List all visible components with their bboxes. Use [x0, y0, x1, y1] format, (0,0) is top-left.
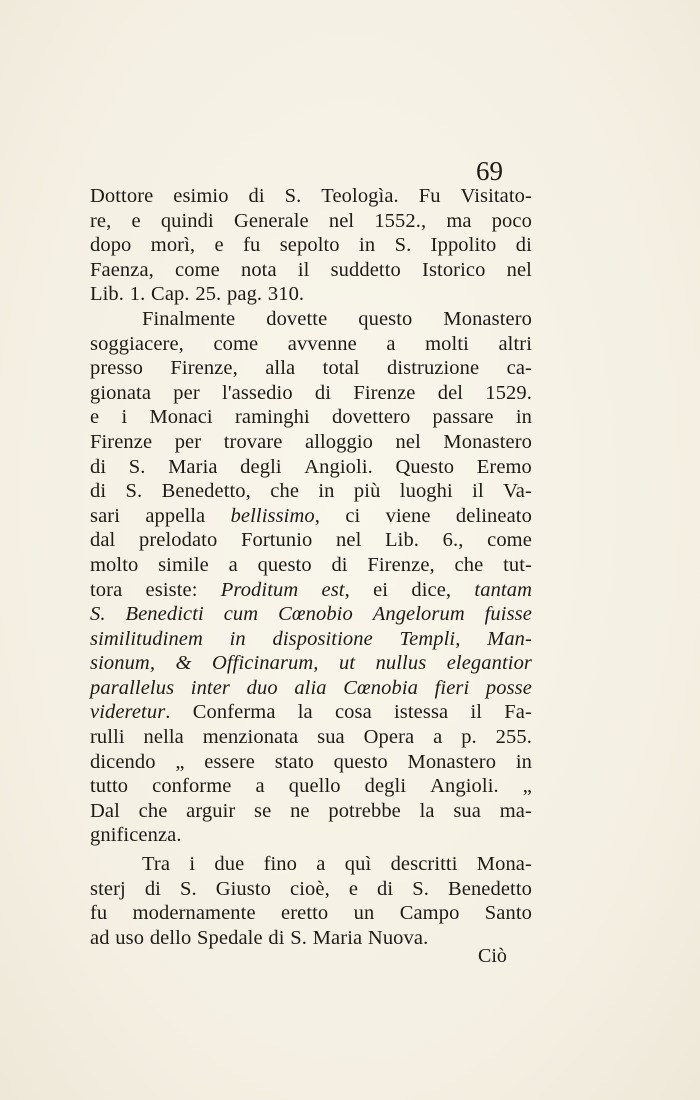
word: Firenze, [367, 553, 435, 576]
word: questo [257, 553, 312, 576]
text-line [90, 430, 532, 455]
word: soggiacere, [90, 332, 184, 355]
word: menzionata [202, 726, 299, 749]
word: Benedetto [447, 877, 532, 900]
italic-word: Benedicti [125, 603, 204, 626]
word: 310. [267, 283, 305, 306]
text-line [90, 233, 532, 258]
word: sua [453, 799, 481, 822]
word: tutto [90, 775, 129, 798]
word: Angioli. [304, 455, 373, 478]
catchword: Ciò [478, 945, 507, 967]
word: Nuova. [367, 926, 429, 949]
word: morì, [150, 234, 196, 257]
word: conforme [152, 775, 232, 798]
word: Firenze, [170, 357, 238, 380]
italic-word: cum [223, 603, 259, 626]
word: per [174, 430, 202, 453]
word: Monastero [443, 430, 532, 453]
word: che [138, 799, 168, 822]
italic-word: Officinarum, [211, 652, 319, 675]
word: S. [394, 234, 412, 257]
word: sterj [90, 877, 126, 900]
word: prelodato [139, 529, 218, 552]
word: che [454, 553, 484, 576]
word: e [131, 209, 141, 232]
italic-word: fieri [434, 676, 470, 699]
word: altri [498, 332, 532, 355]
text-line [90, 852, 532, 877]
word: ci [345, 504, 361, 527]
word: uso [115, 926, 145, 949]
word: modernamente [132, 902, 256, 925]
word: „ [175, 750, 185, 773]
word: gionata [90, 381, 152, 404]
word: cioè, [290, 877, 330, 900]
word: Istorico [422, 258, 486, 281]
word: nella [143, 726, 184, 749]
word: nota [240, 258, 277, 281]
word: nel [336, 529, 362, 552]
italic-word: & [175, 652, 192, 675]
word: eretto [281, 902, 329, 925]
word: i [189, 853, 196, 876]
text-line [90, 479, 532, 504]
word: Maria [312, 926, 363, 949]
italic-word: in [229, 627, 246, 650]
word: Firenze [90, 430, 153, 453]
word: due [214, 853, 245, 876]
word: dovettero [331, 406, 411, 429]
word: Finalmente [142, 307, 236, 330]
word: S. [290, 926, 307, 949]
text-line [90, 455, 532, 480]
word: 1552., [374, 209, 427, 232]
word: stato [274, 750, 314, 773]
text-line [90, 774, 532, 799]
text-line [90, 750, 532, 775]
word: per [173, 381, 200, 404]
word: quello [288, 775, 341, 798]
italic-word: S. [90, 603, 106, 626]
word: arguir [186, 799, 236, 822]
italic-word: duo [246, 676, 278, 699]
word: in [515, 406, 532, 429]
word: Maria [168, 455, 218, 478]
word: Opera [363, 726, 415, 749]
word: di [331, 553, 348, 576]
word: questo [358, 307, 413, 330]
word: suddetto [330, 258, 401, 281]
word: re, [90, 209, 112, 232]
word: total [322, 357, 360, 380]
word: presso [90, 357, 143, 380]
word: degli [240, 455, 282, 478]
word: Teologìa. [321, 185, 399, 207]
word: Conferma [192, 701, 276, 724]
text-line [90, 627, 532, 652]
word: Cap. [151, 283, 190, 306]
word: S. [179, 877, 197, 900]
word: Monastero [443, 307, 532, 330]
word: 6., [442, 529, 464, 552]
word: a [433, 726, 443, 749]
text-line [90, 926, 532, 951]
word: „ [522, 775, 532, 798]
word: Fortunio [240, 529, 313, 552]
word: nel [328, 209, 355, 232]
word: e [90, 406, 100, 429]
italic-word: bellissimo [230, 504, 315, 527]
word: Benedetto, [161, 480, 251, 503]
word: potrebbe [328, 799, 401, 822]
word: ei [373, 578, 389, 601]
word: alla [265, 357, 296, 380]
text-line [90, 901, 532, 926]
word: , [314, 504, 320, 527]
word: dovette [266, 307, 328, 330]
word: a [255, 775, 265, 798]
word: i [121, 406, 128, 429]
word: essere [204, 750, 255, 773]
word: Va- [503, 480, 532, 503]
word: raminghi [234, 406, 310, 429]
word: ad [90, 926, 110, 949]
text-line [90, 578, 532, 603]
word: Dottore [90, 185, 154, 207]
word: cosa [334, 701, 372, 724]
word: degli [364, 775, 407, 798]
text-line [90, 602, 532, 627]
word: Monaci [149, 406, 213, 429]
word: Ippolito [430, 234, 497, 257]
word: in [515, 750, 532, 773]
word: Fa- [504, 701, 532, 724]
italic-word: Man- [487, 627, 532, 650]
text-line [90, 700, 532, 725]
word: molto [90, 553, 139, 576]
word: luoghi [399, 480, 453, 503]
text-line [90, 553, 532, 578]
word: il [472, 480, 484, 503]
word: Spedale [197, 926, 263, 949]
word: Eremo [476, 455, 532, 478]
word: 255. [495, 726, 532, 749]
word: più [353, 480, 381, 503]
word: di [515, 234, 532, 257]
word: in [318, 480, 335, 503]
word: a [316, 853, 326, 876]
text-line [90, 258, 532, 283]
word: un [353, 902, 375, 925]
word: in [359, 234, 376, 257]
word: Visitato- [460, 185, 532, 207]
word: istessa [394, 701, 449, 724]
word: rulli [90, 726, 125, 749]
text-line [90, 381, 532, 406]
italic-word: inter [190, 676, 230, 699]
word: distruzione [387, 357, 480, 380]
word: poco [491, 209, 532, 232]
word: esiste: [145, 578, 198, 601]
word: ma [446, 209, 472, 232]
word: di [90, 455, 107, 478]
word: a [228, 553, 238, 576]
word: gnificenza. [90, 824, 182, 847]
word: quindi [160, 209, 214, 232]
text-line [90, 877, 532, 902]
word-group [322, 578, 350, 603]
word: come [487, 529, 532, 552]
text-line [90, 651, 532, 676]
text-line [90, 282, 532, 307]
page-number: 69 [476, 156, 503, 186]
italic-word: Angelorum [372, 603, 465, 626]
word: fu [243, 234, 261, 257]
word: di [314, 381, 332, 404]
word: Firenze [353, 381, 416, 404]
italic-word: Cœnobio [278, 603, 353, 626]
word: l'assedio [222, 381, 293, 404]
word: dopo [90, 234, 132, 257]
text-line [90, 405, 532, 430]
word: S. [412, 877, 429, 900]
word: questo [333, 750, 388, 773]
word: esimio [173, 185, 229, 207]
word: descritti [390, 853, 458, 876]
word: se [254, 799, 272, 822]
word: nel [395, 430, 421, 453]
word: 25. [195, 283, 222, 306]
word: fu [90, 902, 108, 925]
text-line [90, 676, 532, 701]
word: a [386, 332, 396, 355]
word: Generale [233, 209, 309, 232]
word: Faenza, [90, 258, 154, 281]
text-line [90, 332, 532, 357]
word: viene [385, 504, 431, 527]
text-line [90, 725, 532, 750]
word: S. [128, 455, 146, 478]
italic-word: parallelus [90, 676, 175, 699]
word: Mona- [476, 853, 532, 876]
text-line [90, 799, 532, 824]
word: pag. [227, 283, 263, 306]
word: tut- [503, 553, 532, 576]
word: Questo [395, 455, 455, 478]
word: Giusto [215, 877, 272, 900]
word: Lib. [385, 529, 420, 552]
word: ne [290, 799, 310, 822]
word: sua [317, 726, 345, 749]
word: sepolto [279, 234, 340, 257]
italic-word: tantam [474, 578, 532, 601]
word: 1529. [485, 381, 532, 404]
word: come [175, 258, 220, 281]
word: Monastero [407, 750, 497, 773]
word: Angioli. [430, 775, 499, 798]
italic-word: Templi, [399, 627, 461, 650]
text-line [90, 307, 532, 332]
word: , [344, 578, 350, 601]
text-line [90, 528, 532, 553]
word: di [268, 926, 285, 949]
word: come [213, 332, 259, 355]
word: p. [461, 726, 477, 749]
italic-word: sionum, [90, 652, 156, 675]
italic-word: Cœnobia [343, 676, 418, 699]
word-group [90, 700, 171, 725]
word: 1. [129, 283, 146, 306]
italic-word: ut [338, 652, 356, 675]
word: ca- [506, 357, 532, 380]
word: S. [125, 480, 143, 503]
word: che [270, 480, 300, 503]
text-line [90, 504, 532, 529]
italic-word: Proditum [220, 578, 299, 601]
word: passare [432, 406, 494, 429]
word: dice, [411, 578, 452, 601]
word: Santo [484, 902, 532, 925]
body-text [90, 184, 532, 950]
word: sari [90, 504, 120, 527]
word-group [231, 504, 320, 529]
italic-word: posse [485, 676, 532, 699]
text-line [90, 209, 532, 234]
word: il [470, 701, 483, 724]
word: la [419, 799, 435, 822]
word: il [297, 258, 310, 281]
word: del [437, 381, 464, 404]
word: fino [263, 853, 298, 876]
italic-word: alia [294, 676, 327, 699]
word: ma- [499, 799, 532, 822]
word: appella [145, 504, 206, 527]
text-line [90, 823, 532, 848]
italic-word: similitudinem [90, 627, 203, 650]
word: dello [149, 926, 192, 949]
word: dal [90, 529, 116, 552]
word: e [348, 877, 359, 900]
word: simile [158, 553, 209, 576]
word: di [248, 185, 265, 207]
word: . [165, 701, 171, 724]
word: molti [425, 332, 469, 355]
word: di [377, 877, 394, 900]
word: di [90, 480, 107, 503]
text-line [90, 356, 532, 381]
word: e [214, 234, 224, 257]
word: S. [284, 185, 302, 207]
word: Dal [90, 799, 120, 822]
italic-word: dispositione [272, 627, 373, 650]
word: la [297, 701, 313, 724]
word: nel [506, 258, 532, 281]
italic-word: videretur [90, 701, 166, 724]
word: dicendo [90, 750, 156, 773]
word: quì [344, 853, 372, 876]
text-line [90, 184, 532, 209]
italic-word: fuisse [484, 603, 532, 626]
word: Tra [142, 853, 171, 876]
word: Campo [399, 902, 460, 925]
word: di [144, 877, 161, 900]
italic-word: elegantior [446, 652, 532, 675]
word: tora [90, 578, 123, 601]
word: alloggio [305, 430, 373, 453]
word: Fu [418, 185, 441, 207]
italic-word: est [321, 578, 345, 601]
italic-word: nullus [375, 652, 427, 675]
word: delineato [455, 504, 532, 527]
word: Lib. [90, 283, 124, 306]
word: trovare [223, 430, 283, 453]
word: avvenne [287, 332, 357, 355]
